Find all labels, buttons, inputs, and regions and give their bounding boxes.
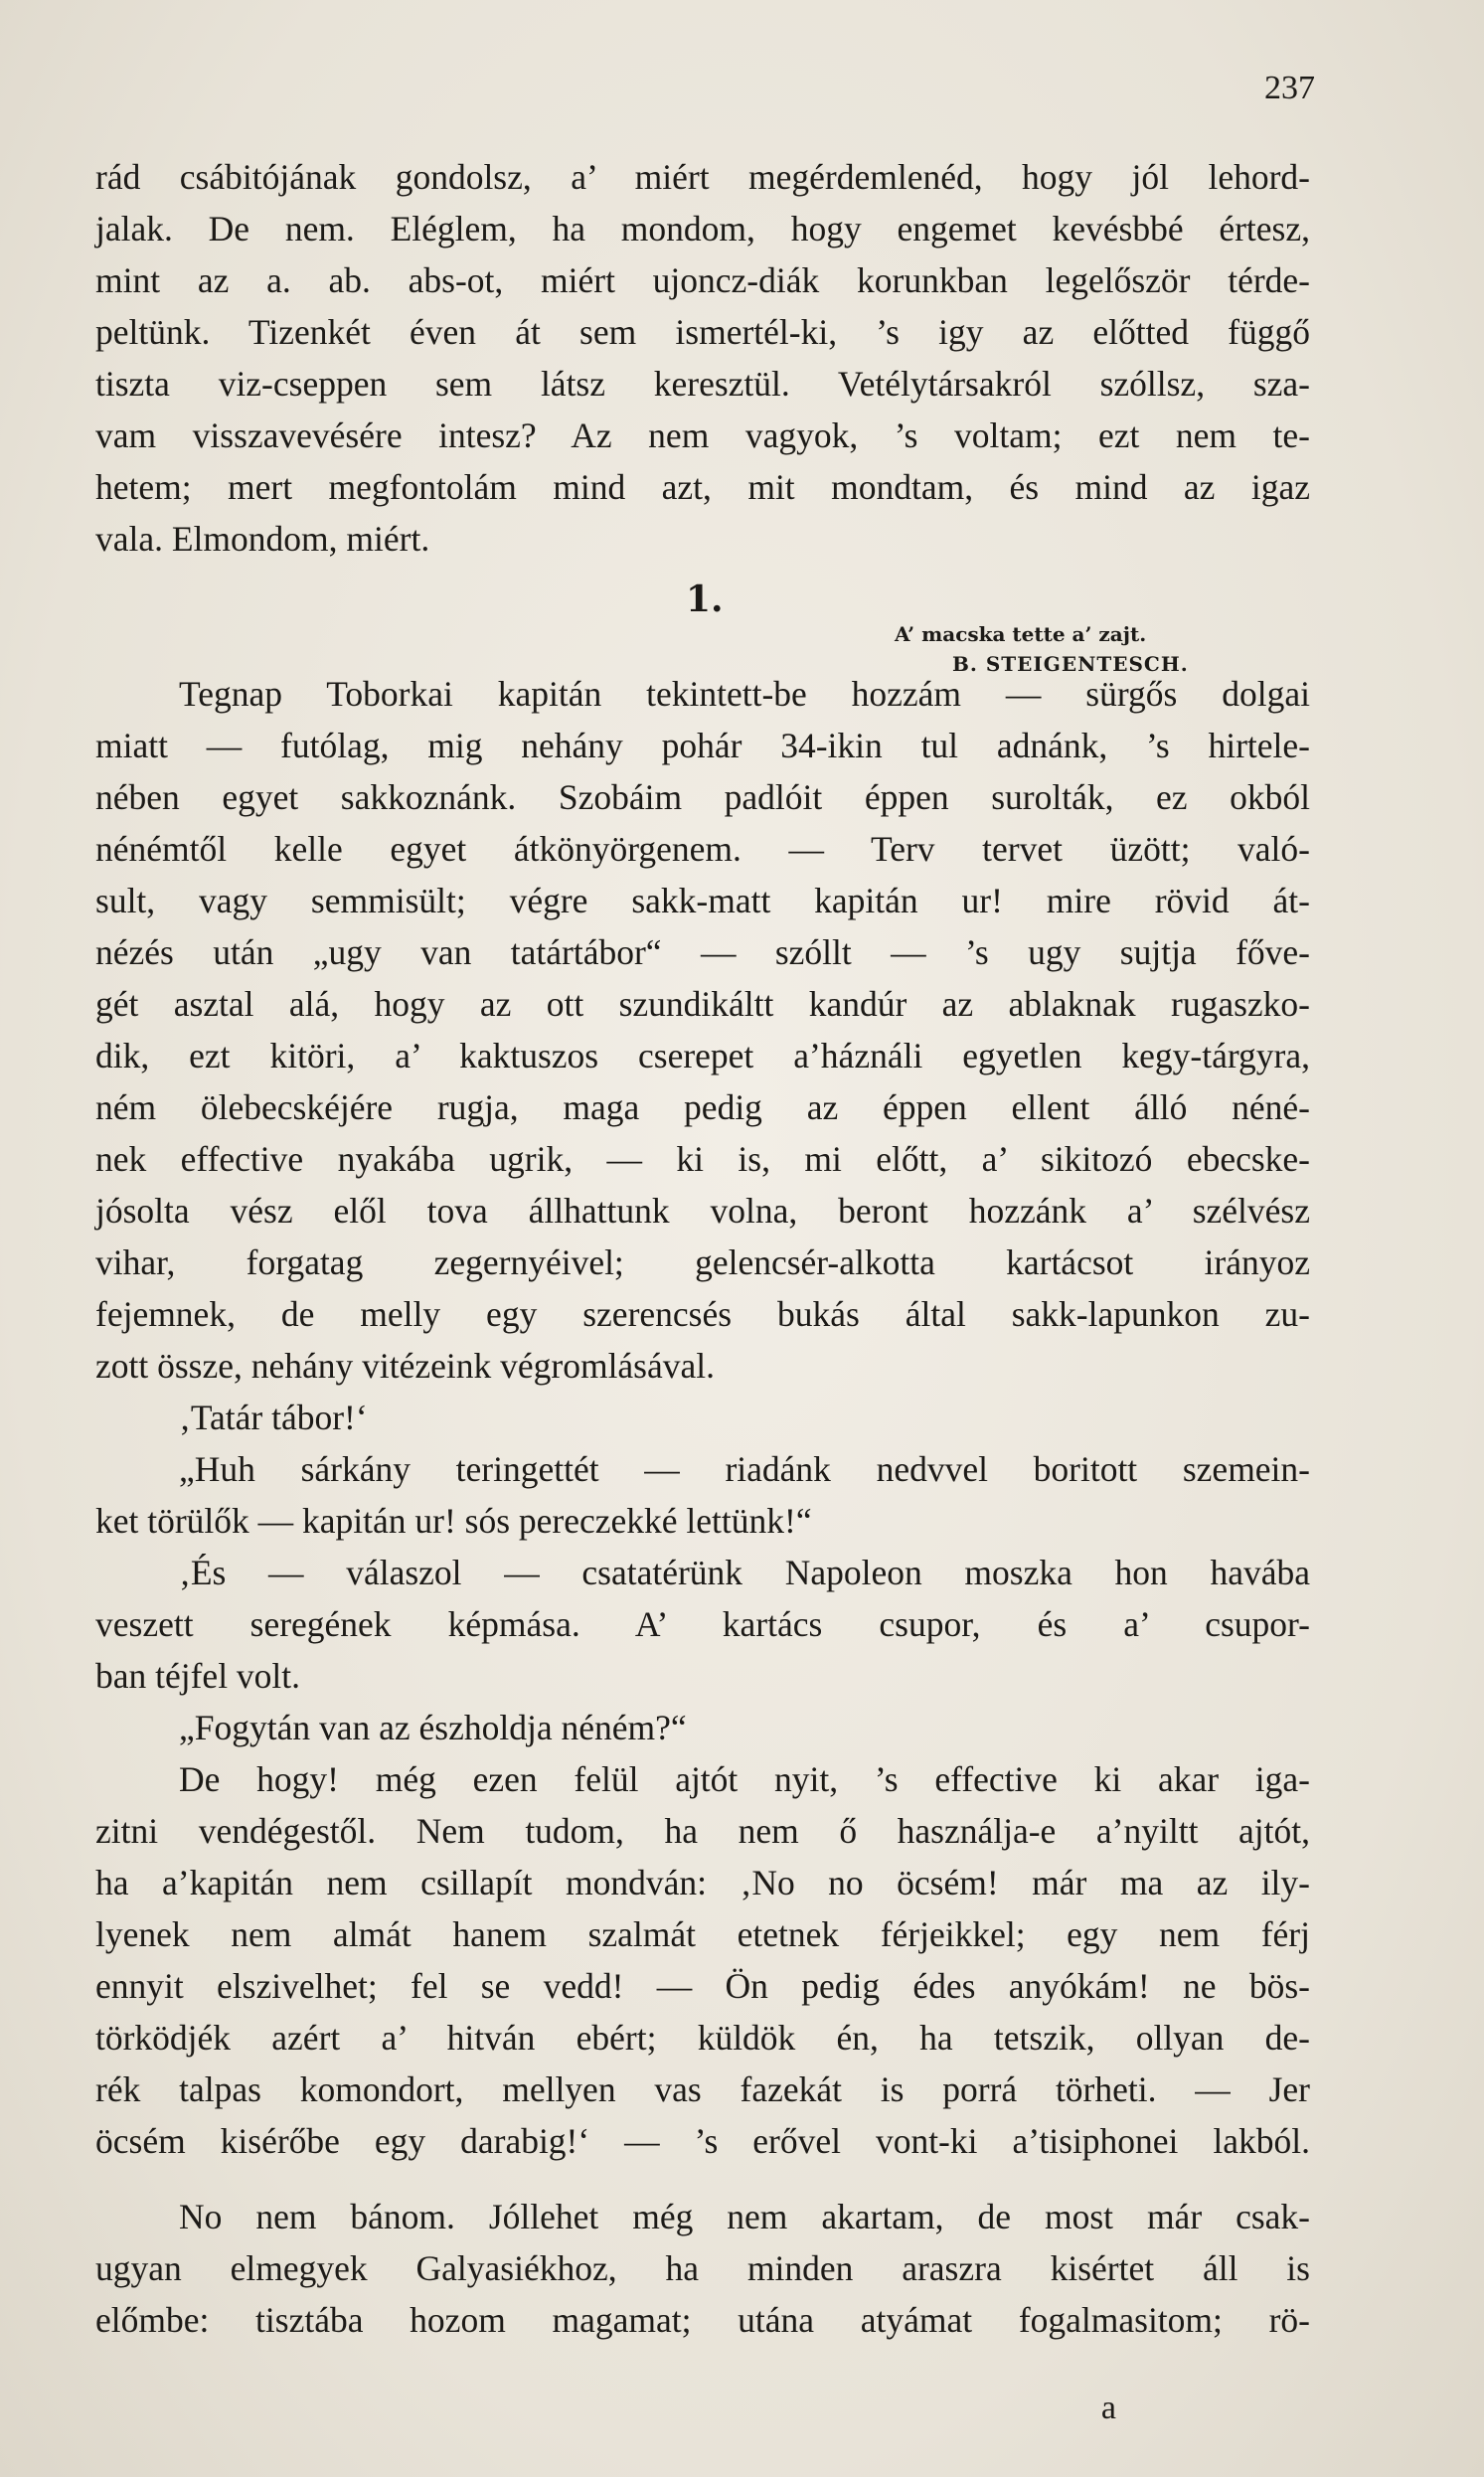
- text-line: jalak. De nem. Eléglem, ha mondom, hogy engemet kevésbbé értesz,: [95, 209, 1310, 248]
- text-line: törködjék azért a’ hitván ebért; küldök én, ha tetszik, ollyan de-: [95, 2018, 1310, 2058]
- text-line: vihar, forgatag zegernyéivel; gelencsér-alkotta kartácsot irányoz: [95, 1242, 1310, 1282]
- text-line: sult, vagy semmisült; végre sakk-matt kapitán ur! mire rövid át-: [95, 881, 1310, 920]
- text-line: rád csábitójának gondolsz, a’ miért megérdemlenéd, hogy jól lehord-: [95, 157, 1310, 197]
- text-line: gét asztal alá, hogy az ott szundikáltt kandúr az ablaknak rugaszko-: [95, 984, 1310, 1024]
- text-line: ugyan elmegyek Galyasiékhoz, ha minden araszra kisértet áll is: [95, 2248, 1310, 2288]
- text-line: tiszta viz-cseppen sem látsz keresztül. Vetélytársakról szóllsz, sza-: [95, 364, 1310, 404]
- text-line: ‚Tatár tábor!‘: [179, 1398, 368, 1437]
- text-line: öcsém kisérőbe egy darabig!‘ — ’s erővel vont-ki a’tisiphonei lakból.: [95, 2121, 1310, 2161]
- text-line: nek effective nyakába ugrik, — ki is, mi előtt, a’ sikitozó ebecske-: [95, 1139, 1310, 1179]
- text-line: hetem; mert megfontolám mind azt, mit mondtam, és mind az igaz: [95, 467, 1310, 507]
- text-line: No nem bánom. Jóllehet még nem akartam, de most már csak-: [179, 2197, 1310, 2236]
- text-line: vala. Elmondom, miért.: [95, 519, 430, 559]
- text-line: ennyit elszivelhet; fel se vedd! — Ön pedig édes anyókám! ne bös-: [95, 1966, 1310, 2006]
- text-line: „Huh sárkány teringettét — riadánk nedvvel boritott szemein-: [179, 1449, 1310, 1489]
- page-number: 237: [1264, 70, 1315, 106]
- text-line: ban téjfel volt.: [95, 1656, 301, 1696]
- text-line: nében egyet sakkoznánk. Szobáim padlóit éppen surolták, ez okból: [95, 777, 1310, 817]
- text-line: ném ölebecskéjére rugja, maga pedig az éppen ellent álló néné-: [95, 1087, 1310, 1127]
- text-line: peltünk. Tizenkét éven át sem ismertél-ki, ’s igy az előtted függő: [95, 312, 1310, 352]
- section-number: 1.: [686, 578, 724, 620]
- text-line: ket törülők — kapitán ur! sós pereczekké lettünk!“: [95, 1501, 812, 1541]
- text-line: De hogy! még ezen felül ajtót nyit, ’s effective ki akar iga-: [179, 1759, 1310, 1799]
- text-line: mint az a. ab. abs-ot, miért ujoncz-diák korunkban legelőször térde-: [95, 260, 1310, 300]
- text-line: nézés után „ugy van tatártábor“ — szóllt — ’s ugy sujtja főve-: [95, 932, 1310, 972]
- text-line: zitni vendégestől. Nem tudom, ha nem ő használja-e a’nyiltt ajtót,: [95, 1811, 1310, 1851]
- text-line: rék talpas komondort, mellyen vas fazekát is porrá törheti. — Jer: [95, 2069, 1310, 2109]
- text-line: Tegnap Toborkai kapitán tekintett-be hozzám — sürgős dolgai: [179, 674, 1310, 714]
- section-attribution: B. STEIGENTESCH.: [952, 652, 1189, 676]
- text-line: „Fogytán van az észholdja néném?“: [179, 1708, 687, 1747]
- text-line: fejemnek, de melly egy szerencsés bukás által sakk-lapunkon zu-: [95, 1294, 1310, 1334]
- text-line: miatt — futólag, mig nehány pohár 34-ikin tul adnánk, ’s hirtele-: [95, 726, 1310, 765]
- catchword: a: [1100, 2390, 1116, 2426]
- text-line: ‚És — válaszol — csatatérünk Napoleon moszka hon havába: [179, 1553, 1310, 1592]
- text-line: jósolta vész elől tova állhattunk volna, beront hozzánk a’ szélvész: [95, 1191, 1310, 1231]
- text-line: vam visszavevésére intesz? Az nem vagyok, ’s voltam; ezt nem te-: [95, 415, 1310, 455]
- section-caption: A’ macska tette a’ zajt.: [895, 622, 1147, 646]
- text-line: előmbe: tisztába hozom magamat; utána atyámat fogalmasitom; rö-: [95, 2300, 1310, 2340]
- text-line: nénémtől kelle egyet átkönyörgenem. — Terv tervet üzött; való-: [95, 829, 1310, 869]
- text-line: veszett seregének képmása. A’ kartács csupor, és a’ csupor-: [95, 1604, 1310, 1644]
- text-line: ha a’kapitán nem csillapít mondván: ‚No no öcsém! már ma az ily-: [95, 1863, 1310, 1902]
- body-text: [95, 151, 1310, 2346]
- text-line: lyenek nem almát hanem szalmát etetnek férjeikkel; egy nem férj: [95, 1914, 1310, 1954]
- text-line: zott össze, nehány vitézeink végromlásával.: [95, 1346, 716, 1386]
- text-line: dik, ezt kitöri, a’ kaktuszos cserepet a’háználi egyetlen kegy-tárgyra,: [95, 1036, 1310, 1075]
